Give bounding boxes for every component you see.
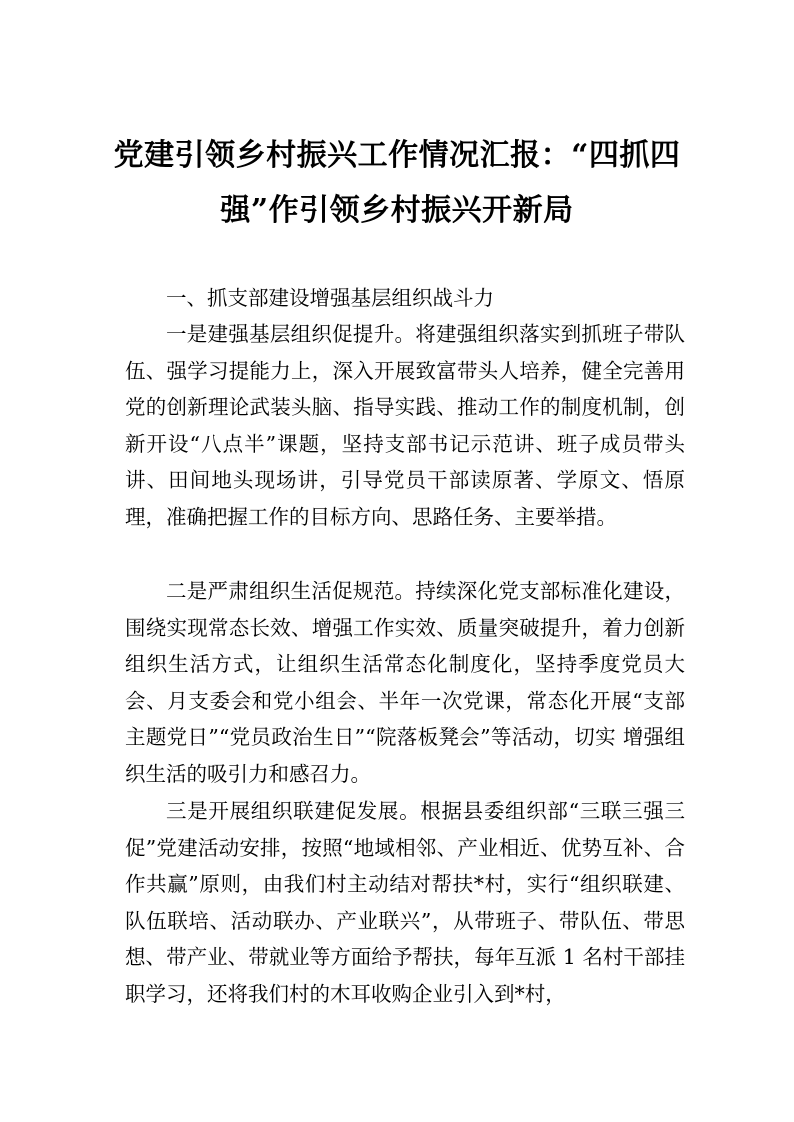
section-heading-text: 一、抓支部建设增强基层组织战斗力	[166, 286, 494, 310]
paragraph-2	[125, 573, 685, 792]
document-title-line-1: 党建引领乡村振兴工作情况汇报：“四抓四	[113, 138, 681, 173]
paragraph-3	[125, 793, 685, 1012]
paragraph-text: 三是开展组织联建促发展。根据县委组织部“三联三强三促”党建活动安排，按照“地域相邻、产业相近、优势互补、合作共赢”原则，由我们村主动结对帮扶*村，实行“组织联建、队伍联培、活动联办、产业联兴”，从带班子、带队伍、带思想、带产业、带就业等方面给予帮扶，每年互派 1 名村干部挂职学习，还将我们村的木耳收购企业引入到*村，	[125, 799, 685, 1006]
section-heading	[125, 280, 685, 317]
paragraph-text: 一是建强基层组织促提升。将建强组织落实到抓班子带队伍、强学习提能力上，深入开展致富带头人培养，健全完善用党的创新理论武装头脑、指导实践、推动工作的制度机制，创新开设“八点半”课题，坚持支部书记示范讲、班子成员带头讲、田间地头现场讲，引导党员干部读原著、学原文、悟原理，准确把握工作的目标方向、思路任务、主要举措。	[125, 322, 685, 529]
paragraph-text: 二是严肃组织生活促规范。持续深化党支部标准化建设，围绕实现常态长效、增强工作实效、质量突破提升，着力创新组织生活方式，让组织生活常态化制度化，坚持季度党员大会、月支委会和党小组会、半年一次党课，常态化开展“支部主题党日”“党员政治生日”“院落板凳会”等活动，切实 增强组织生活的吸引力和感召力。	[125, 579, 685, 786]
document-title-line-2: 强”作引领乡村振兴开新局	[220, 193, 574, 228]
paragraph-1	[125, 316, 685, 535]
